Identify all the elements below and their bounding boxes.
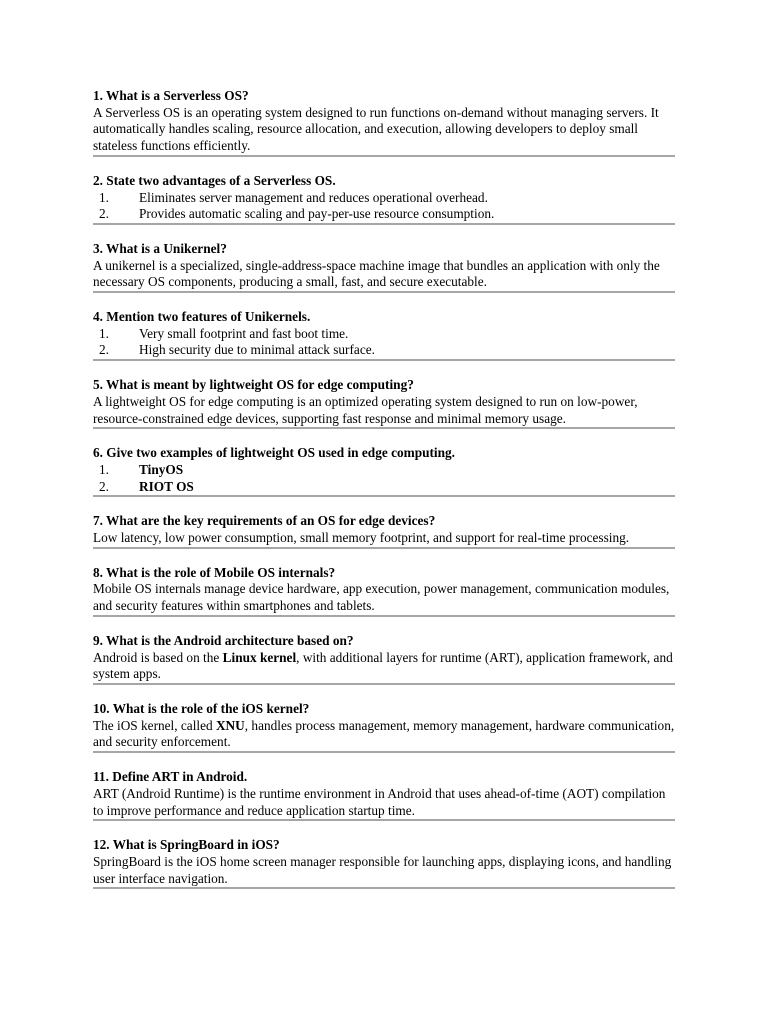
answer-text-bold: Linux kernel — [222, 649, 297, 665]
list-number: 2. — [99, 342, 109, 358]
question-heading: 5. What is meant by lightweight OS for edge computing? — [93, 377, 414, 393]
qa-item-8 — [93, 565, 675, 617]
list-text: Very small footprint and fast boot time. — [139, 325, 349, 341]
answer-text: Low latency, low power consumption, small memory footprint, and support for real-time processing. — [93, 530, 630, 546]
qa-item-7 — [93, 513, 675, 548]
qa-item-3 — [93, 241, 675, 293]
list-item — [93, 326, 675, 343]
question-heading: 11. Define ART in Android. — [93, 769, 248, 785]
answer-text — [93, 718, 675, 751]
answer-text-post: , handles process management, memory management, hardware communication, and security enforcement. — [93, 717, 675, 750]
question-heading: 12. What is SpringBoard in iOS? — [93, 837, 280, 853]
list-text: TinyOS — [139, 461, 184, 477]
question-heading: 3. What is a Unikernel? — [93, 240, 227, 256]
list-number: 1. — [99, 189, 109, 205]
list-text: High security due to minimal attack surface. — [139, 342, 375, 358]
list-item — [93, 190, 675, 207]
answer-text: SpringBoard is the iOS home screen manager responsible for launching apps, displaying icons, and handling user interface navigation. — [93, 853, 672, 886]
answer-list — [93, 326, 675, 359]
list-number: 2. — [99, 206, 109, 222]
answer-text: A Serverless OS is an operating system designed to run functions on-demand without managing servers. It automatically handles scaling, resource allocation, and execution, allowing developers to deploy small stateless functions efficiently. — [93, 104, 659, 154]
list-number: 2. — [99, 478, 109, 494]
question-heading: 8. What is the role of Mobile OS internals? — [93, 564, 336, 580]
qa-item-9 — [93, 633, 675, 685]
qa-item-4 — [93, 309, 675, 361]
answer-text-bold: XNU — [215, 717, 245, 733]
question-heading: 2. State two advantages of a Serverless OS. — [93, 172, 336, 188]
qa-item-1 — [93, 88, 675, 157]
answer-text: ART (Android Runtime) is the runtime environment in Android that uses ahead-of-time (AOT) compilation to improve performance and reduce application startup time. — [93, 785, 666, 818]
list-number: 1. — [99, 325, 109, 341]
qa-item-2 — [93, 173, 675, 225]
list-item — [93, 479, 675, 496]
answer-text-pre: The iOS kernel, called — [93, 717, 216, 733]
list-text: Provides automatic scaling and pay-per-use resource consumption. — [139, 206, 495, 222]
answer-text-post: , with additional layers for runtime (ART), application framework, and system apps. — [93, 649, 673, 682]
answer-list — [93, 190, 675, 223]
qa-item-5 — [93, 377, 675, 429]
list-text: Eliminates server management and reduces operational overhead. — [139, 189, 488, 205]
answer-text — [93, 650, 675, 683]
question-heading: 6. Give two examples of lightweight OS used in edge computing. — [93, 445, 455, 461]
qa-item-10 — [93, 701, 675, 753]
answer-text-pre: Android is based on the — [93, 649, 223, 665]
question-heading: 7. What are the key requirements of an OS for edge devices? — [93, 513, 436, 529]
answer-text: A unikernel is a specialized, single-address-space machine image that bundles an application with only the necessary OS components, producing a small, fast, and secure executable. — [93, 257, 660, 290]
answer-text: A lightweight OS for edge computing is an optimized operating system designed to run on low-power, resource-constrained edge devices, supporting fast response and minimal memory usage. — [93, 393, 638, 426]
qa-item-12 — [93, 837, 675, 889]
document-page — [93, 88, 675, 905]
list-item — [93, 342, 675, 359]
question-heading: 1. What is a Serverless OS? — [93, 88, 249, 103]
list-text: RIOT OS — [139, 478, 194, 494]
answer-list — [93, 462, 675, 495]
question-heading: 10. What is the role of the iOS kernel? — [93, 700, 310, 716]
question-heading: 4. Mention two features of Unikernels. — [93, 309, 311, 325]
list-item — [93, 462, 675, 479]
qa-item-6 — [93, 445, 675, 497]
list-item — [93, 206, 675, 223]
answer-text: Mobile OS internals manage device hardware, app execution, power management, communication modules, and security features within smartphones and tablets. — [93, 581, 670, 614]
list-number: 1. — [99, 461, 109, 477]
question-heading: 9. What is the Android architecture based on? — [93, 632, 354, 648]
qa-item-11 — [93, 769, 675, 821]
